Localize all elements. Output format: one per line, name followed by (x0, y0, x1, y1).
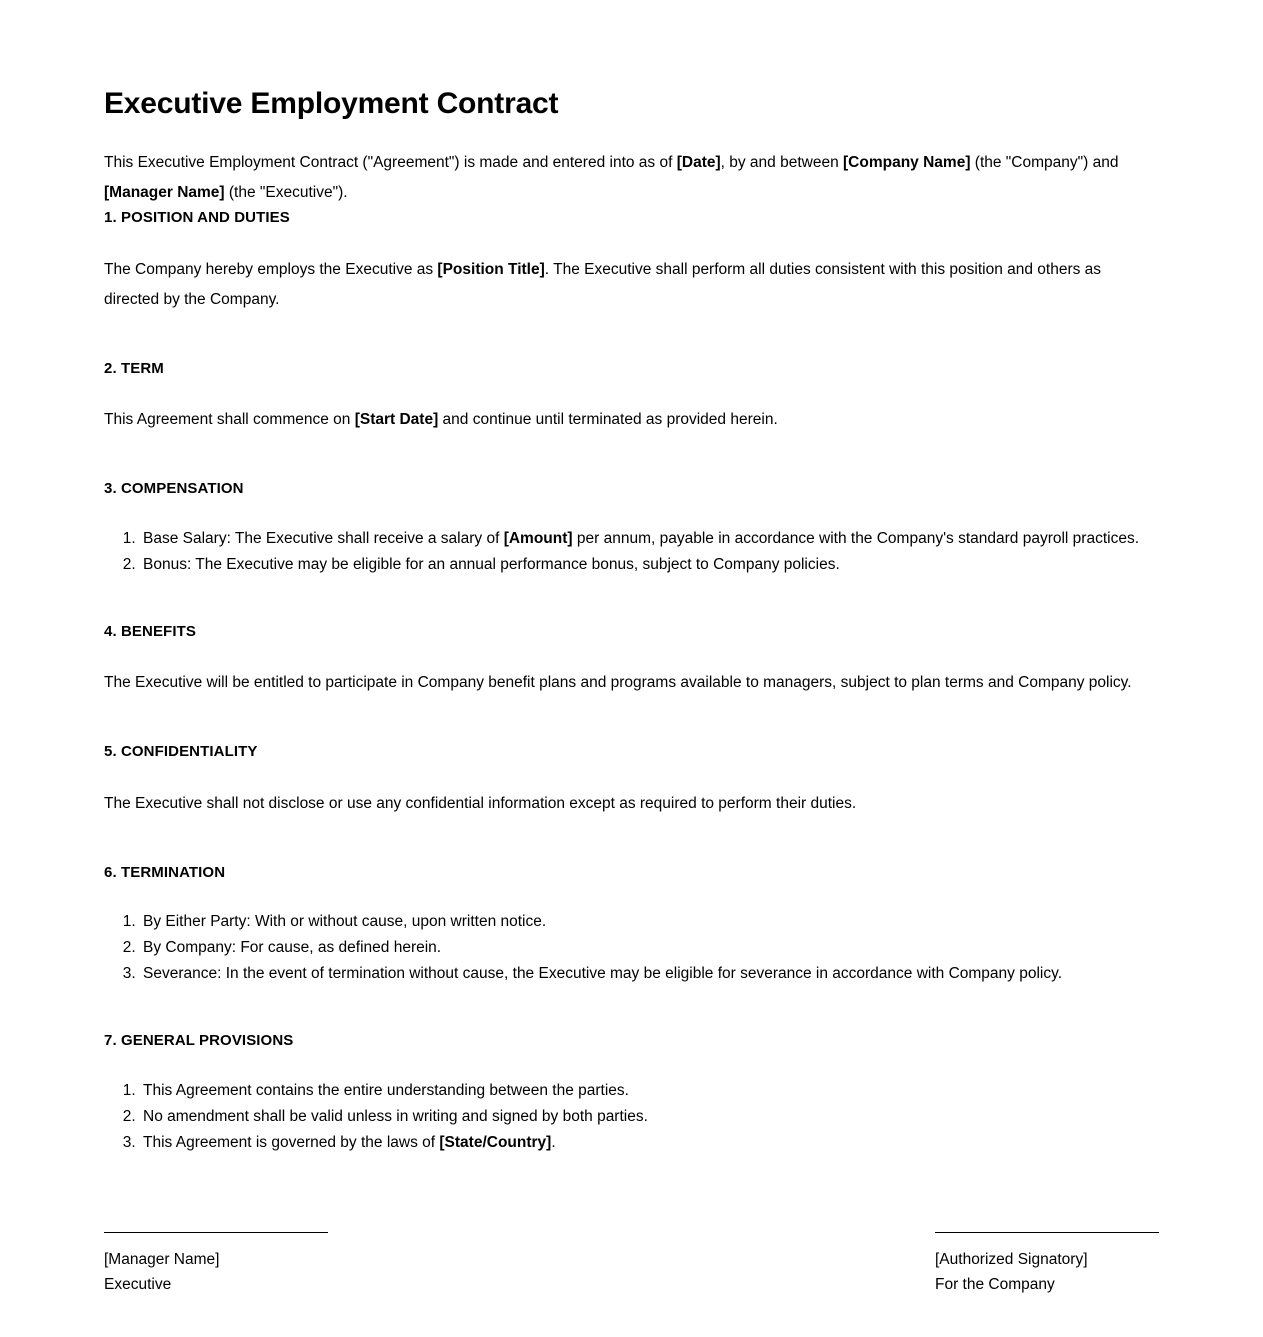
section-confidentiality (104, 742, 1159, 819)
list-item (140, 526, 1159, 552)
clause-part1: This Agreement contains the entire understanding between the parties. (143, 1081, 629, 1099)
section-position-and-duties (104, 208, 1159, 315)
signature-name: [Manager Name] (104, 1250, 220, 1268)
section-heading: 5. CONFIDENTIALITY (104, 743, 258, 760)
clause-part1: By Company: For cause, as defined herein. (143, 939, 442, 956)
clause-part1: By Either Party: With or without cause, upon written notice. (143, 913, 547, 930)
date-placeholder: [Date] (676, 154, 721, 171)
intro-text-part4: (the "Executive"). (224, 184, 348, 201)
signature-block-company (935, 1232, 1159, 1297)
clause-part1: Bonus: The Executive may be eligible for an annual performance bonus, subject to Company policies. (143, 555, 840, 573)
section-heading: 7. GENERAL PROVISIONS (104, 1032, 294, 1049)
signature-block-executive (104, 1232, 328, 1297)
intro-paragraph (104, 148, 1159, 208)
section-compensation (104, 479, 1159, 578)
list-item (140, 1104, 1159, 1130)
paragraph-part1: The Executive will be entitled to participate in Company benefit plans and programs available to managers, subject to plan terms and Company policy. (104, 674, 1132, 691)
paragraph-part1: The Company hereby employs the Executive as (104, 260, 438, 278)
clause-part1: This Agreement is governed by the laws of (143, 1133, 440, 1151)
signature-rule (935, 1232, 1159, 1233)
clause-part2: . (551, 1133, 556, 1151)
signature-rule (104, 1232, 328, 1233)
paragraph-part2: . The Executive shall perform all duties consistent with this position and others as directed by the Company. (104, 260, 1102, 308)
list-item (140, 552, 1159, 578)
start-date-placeholder: [Start Date] (354, 411, 439, 428)
list-item (140, 909, 1159, 935)
paragraph-part1: This Agreement shall commence on (104, 411, 355, 428)
clause-list (104, 526, 1159, 578)
signature-role: Executive (104, 1275, 172, 1293)
section-heading: 1. POSITION AND DUTIES (104, 209, 290, 226)
intro-text-part2: , by and between (720, 154, 844, 171)
section-paragraph (104, 668, 1159, 698)
manager-name-placeholder: [Manager Name] (104, 184, 225, 201)
page-title: Executive Employment Contract (104, 87, 559, 120)
clause-part1: Severance: In the event of termination without cause, the Executive may be eligible for severance in accordance with Company policy. (143, 965, 1063, 982)
paragraph-part1: The Executive shall not disclose or use any confidential information except as required to perform their duties. (104, 794, 857, 812)
list-item (140, 961, 1159, 987)
section-heading: 2. TERM (104, 359, 164, 377)
paragraph-part2: and continue until terminated as provided herein. (438, 411, 778, 428)
section-benefits (104, 622, 1159, 699)
section-heading: 3. COMPENSATION (104, 480, 244, 497)
clause-list (104, 1078, 1159, 1156)
section-term (104, 359, 1159, 436)
section-heading: 4. BENEFITS (104, 622, 196, 640)
section-paragraph (104, 405, 1159, 435)
section-heading: 6. TERMINATION (104, 863, 226, 881)
list-item (140, 1130, 1159, 1156)
clause-list (104, 909, 1159, 987)
list-item (140, 935, 1159, 961)
section-termination (104, 863, 1159, 988)
state-country-placeholder: [State/Country] (439, 1133, 552, 1151)
signature-name: [Authorized Signatory] (935, 1250, 1088, 1268)
section-general-provisions (104, 1031, 1159, 1156)
company-name-placeholder: [Company Name] (843, 154, 971, 171)
position-title-placeholder: [Position Title] (437, 260, 545, 278)
list-item (140, 1078, 1159, 1104)
amount-placeholder: [Amount] (503, 529, 573, 547)
clause-part1: No amendment shall be valid unless in writing and signed by both parties. (143, 1107, 648, 1125)
section-paragraph (104, 255, 1159, 315)
signature-area (104, 1232, 1159, 1297)
signature-role: For the Company (935, 1275, 1055, 1293)
section-paragraph (104, 789, 1159, 819)
clause-part1: Base Salary: The Executive shall receive a salary of (143, 529, 504, 547)
intro-text-part1: This Executive Employment Contract ("Agreement") is made and entered into as of (104, 154, 677, 171)
clause-part2: per annum, payable in accordance with the Company's standard payroll practices. (572, 529, 1140, 547)
intro-text-part3: (the "Company") and (970, 154, 1119, 171)
